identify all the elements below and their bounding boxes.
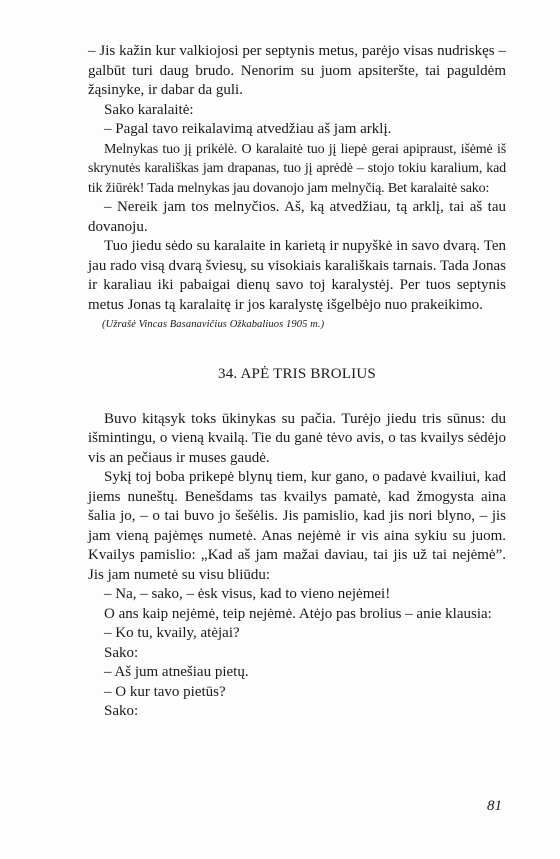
paragraph: Melnykas tuo jį prikėlė. O karalaitė tuo jį liepė gerai apipraust, išėmė iš skrynutės karališkas jam drapanas, tuo jį aprėdė – stojo tokiu karalium, kad tik žiūrėk! Tada melnykas jau dovanojo jam melnyčią. Bet karalaitė sako:: [88, 141, 506, 196]
paragraph: Sako:: [104, 644, 139, 661]
page-number: 81: [487, 798, 502, 814]
story-title: 34. APĖ TRIS BROLIUS: [218, 366, 376, 382]
paragraph: Sako karalaitė:: [104, 101, 194, 118]
paragraph: – Pagal tavo reikalavimą atvedžiau aš jam arklį.: [104, 121, 392, 137]
paragraph: – Jis kažin kur valkiojosi per septynis metus, parėjo visas nudriskęs – galbūt turi daug brudo. Nenorim su juom apsiteršte, tai paguldėm žąsinyke, ir dabar da guli.: [88, 43, 506, 98]
paragraph: – Aš jum atnešiau pietų.: [104, 664, 249, 680]
paragraph: Sykį toj boba prikepė blynų tiem, kur gano, o padavė kvailiui, kad jiems nuneštų. Benešdams tas kvailys pamatė, kad žmogysta aina šalia jo, – o tai buvo jo šešėlis. Jis pamislio, kad jis nori blyno, – jis jam vieną pajėmęs numetė. Anas nejėmė ir vis aina sykiu su juom. Kvailys pamislio: „Kad aš jam mažai daviau, tai jis už tai nejėmė”. Jis jam numetė su visu bliūdu:: [88, 469, 506, 583]
page-text: [88, 42, 506, 722]
paragraph: Tuo jiedu sėdo su karalaite in karietą ir nupyškė in savo dvarą. Ten jau rado visą dvarą šviesų, su visokiais karališkais tarnais. Tada Jonas ir karaliau iki pabaigai dienų savo toj karalystėj. Per tuos septynis metus Jonas tą karalaitę ir jos karalystę išgelbėjo nuo prakeikimo.: [88, 238, 506, 313]
paragraph: O ans kaip nejėmė, teip nejėmė. Atėjo pas brolius – anie klausia:: [104, 605, 492, 622]
paragraph: – O kur tavo pietūs?: [104, 683, 226, 700]
source-note: (Užrašė Vincas Basanavičius Ožkabaliuos 1905 m.): [102, 319, 325, 330]
paragraph: – Nereik jam tos melnyčios. Aš, ką atvedžiau, tą arklį, tai aš tau dovanoju.: [88, 199, 506, 235]
paragraph: – Na, – sako, – ėsk visus, kad to vieno nejėmei!: [104, 586, 391, 602]
paragraph: – Ko tu, kvaily, atėjai?: [104, 625, 240, 641]
paragraph: Buvo kitąsyk toks ūkinykas su pačia. Turėjo jiedu tris sūnus: du išmintingu, o vieną kvailą. Tie du ganė tėvo avis, o tas kvailys sėdėjo vis an pečiaus ir muses gaudė.: [88, 410, 506, 466]
paragraph: Sako:: [104, 703, 139, 719]
